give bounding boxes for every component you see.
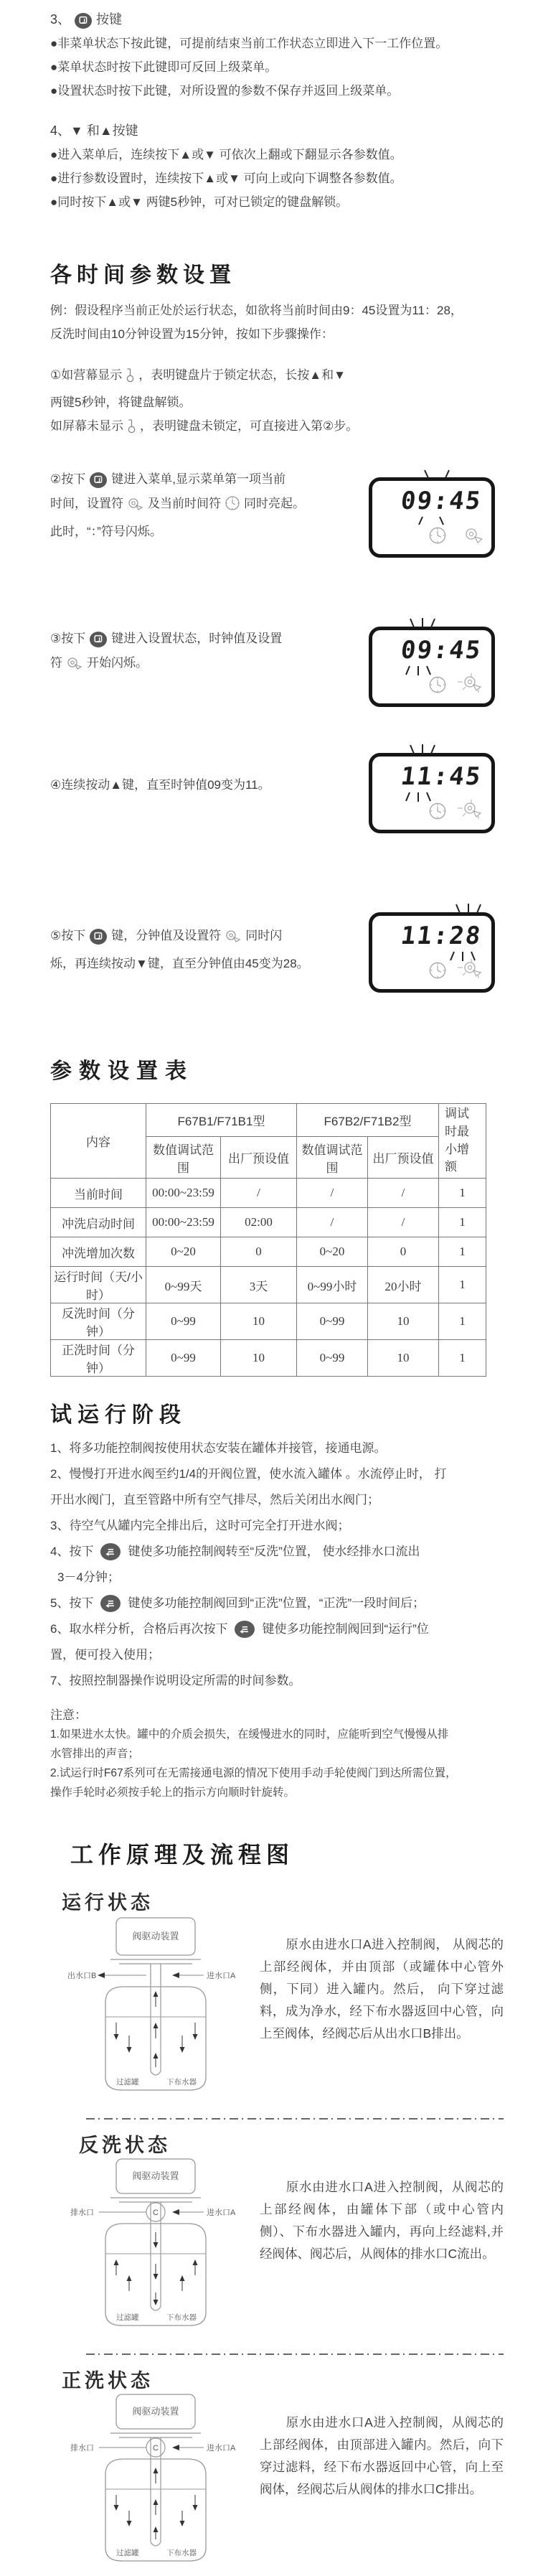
tank-label: 过滤罐 (116, 2549, 139, 2558)
blink-marks (456, 904, 481, 913)
cell: 0~99天 (146, 1267, 221, 1303)
tank-label: 过滤罐 (116, 2078, 139, 2087)
cell: 1 (439, 1237, 486, 1267)
blink-marks (405, 666, 431, 675)
row-name: 运行时间（天/小时） (51, 1267, 146, 1303)
cell: / (368, 1179, 439, 1208)
right-port-label: 进水口A (207, 2444, 236, 2453)
note-line: 操作手轮时必须按手轮上的指示方向顺时针旋转。 (50, 1786, 296, 1799)
key4-bullets (50, 143, 504, 214)
param-table-heading: 参数设置表 (50, 1059, 194, 1083)
cell: 0 (221, 1237, 297, 1267)
state-description: 原水由进水口A进入控制阀， 从阀芯的上部经阀体，并由顶部（或罐体中心管外侧，下同）进入罐内。然后， 向下穿过滤料，成为净水，经下布水器返回中心管，向上至阀体，经阀芯后从出水口B排出。 (260, 1937, 504, 2041)
trial-item: 3、待空气从罐内完全排出后，这时可完全打开进水阀； (50, 1519, 350, 1532)
lcd-display-3 (369, 753, 495, 833)
state-backwash-row (50, 2158, 504, 2341)
row-name: 冲洗启动时间 (51, 1208, 146, 1237)
intro-line1: 例：假设程序当前正处於运行状态，如欲将当前时间由9：45设置为11：28， (50, 304, 463, 317)
state-description: 原水由进水口A进入控制阀，从阀芯的上部经阀体，由顶部进入罐内。然后，向下穿过滤料，经下布水器返回中心管，向上至阀体，经阀芯后从阀体的排水口C排出。 (260, 2415, 504, 2497)
driver-label: 阀驱动装置 (132, 2406, 179, 2417)
distributor-label: 下布水器 (166, 2549, 197, 2558)
cell: 0~20 (146, 1237, 221, 1267)
blink-marks (410, 744, 435, 754)
cell: 0~99 (297, 1303, 368, 1340)
trial-text: 键使多功能控制阀回到“正洗”位置，“正洗”一段时间后； (128, 1596, 425, 1610)
step5 (50, 924, 366, 976)
lcd-time: 11:28 (399, 922, 483, 950)
lcd-status-icons (372, 802, 491, 824)
step3-text: ③按下 (50, 632, 86, 645)
step4 (50, 773, 366, 797)
blink-marks (410, 618, 435, 627)
col-header-range-1: 数值调试范围 (146, 1137, 221, 1179)
tank-label: 过滤罐 (116, 2313, 139, 2323)
cell: 0~99小时 (297, 1267, 368, 1303)
state-description: 原水由进水口A进入控制阀，从阀芯的上部经阀体，由罐体下部（或中心管内侧）、下布水器进入罐内，再向上经滤料,并经阀体、阀芯后，从阀体的排水口C流出。 (260, 2180, 504, 2262)
step2-text: ②按下 (50, 472, 86, 486)
table-row (51, 1237, 486, 1267)
menu-key-icon (90, 472, 107, 488)
skip-key-icon (235, 1621, 255, 1638)
setting-symbol-icon (463, 526, 484, 548)
bullet: ●进入菜单后，连续按下▲或▼ 可依次上翻或下翻显示各参数值。 (50, 148, 402, 161)
cell: 1 (439, 1208, 486, 1237)
cell: / (221, 1179, 297, 1208)
cell: 1 (439, 1303, 486, 1340)
cell: 00:00~23:59 (146, 1179, 221, 1208)
step2-text: 及当前时间符 (148, 497, 221, 510)
keylock-icon (127, 418, 136, 441)
drain-c-label: C (153, 2209, 159, 2218)
trial-list (50, 1435, 504, 1694)
step3 (50, 627, 366, 679)
step3-text: 开始闪烁。 (87, 656, 148, 670)
cell: 00:00~23:59 (146, 1208, 221, 1237)
blink-marks (418, 517, 444, 526)
setting-symbol-flashing-icon (457, 673, 484, 698)
note-line: 水管排出的声音； (50, 1748, 140, 1760)
cell: / (368, 1208, 439, 1237)
trial-item: 7、按照控制器操作说明设定所需的时间参数。 (50, 1674, 301, 1687)
skip-key-icon (100, 1595, 121, 1612)
bullet: ●菜单状态时按下此键即可反回上级菜单。 (50, 60, 278, 74)
step2 (50, 467, 366, 544)
step4-text: ④连续按动▲键，直至时钟值09变为11。 (50, 778, 270, 792)
distributor-label: 下布水器 (166, 2078, 197, 2087)
step3-text: 符 (50, 656, 62, 670)
cell: / (297, 1179, 368, 1208)
distributor-label: 下布水器 (166, 2313, 197, 2323)
lcd-time: 09:45 (399, 636, 483, 665)
trial-item (50, 1539, 504, 1565)
col-group-f67b1: F67B1/F71B1型 (146, 1104, 297, 1137)
trial-text: 6、取水样分析，合格后再次按下 (50, 1622, 228, 1636)
trial-text: 键使多功能控制阀转至“反洗”位置， 使水经排水口流出 (128, 1545, 420, 1558)
setting-symbol-icon (127, 495, 144, 520)
flow-diagram-backwash (66, 2158, 260, 2341)
flow-diagram-rinse (66, 2393, 260, 2576)
trial-item: 置，便可投入使用； (50, 1648, 160, 1662)
bullet: ●非菜单状态下按此键，可提前结束当前工作状态立即进入下一工作位置。 (50, 37, 448, 50)
row-name: 反洗时间（分钟） (51, 1303, 146, 1340)
cell: 0~99 (146, 1340, 221, 1377)
step1-text: 如屏幕未显示 (50, 419, 123, 433)
trial-text: 4、按下 (50, 1545, 94, 1558)
step5-text: ⑤按下 (50, 929, 86, 942)
left-port-label: 排水口 (70, 2444, 94, 2453)
table-row (51, 1340, 486, 1377)
setting-symbol-icon (225, 927, 242, 952)
inflow-arrow (172, 1972, 179, 1978)
trial-item (50, 1616, 504, 1642)
menu-key-icon (90, 929, 107, 945)
trial-text: 键使多功能控制阀回到“运行”位 (262, 1622, 429, 1636)
step3-text: 键进入设置状态，时钟值及设置 (111, 632, 283, 645)
lcd-display-1 (369, 477, 495, 558)
table-row (51, 1303, 486, 1340)
inflow-arrow (172, 2445, 179, 2450)
principle-heading: 工作原理及流程图 (70, 1842, 295, 1868)
key3-bullets (50, 32, 504, 103)
cell: 10 (368, 1340, 439, 1377)
driver-label: 阀驱动装置 (132, 1931, 179, 1942)
col-header-min-step: 调试时最小增额 (439, 1104, 486, 1179)
step1-text: ，表明键盘未锁定，可直接进入第②步。 (140, 419, 359, 433)
blink-marks (424, 469, 450, 478)
inflow-arrow (172, 2209, 179, 2215)
table-row (51, 1179, 486, 1208)
driver-label: 阀驱动装置 (132, 2170, 179, 2182)
clock-icon (428, 802, 447, 824)
lcd-status-icons (372, 962, 491, 983)
trial-item: 1、将多功能控制阀按使用状态安装在罐体并接管，接通电源。 (50, 1441, 387, 1455)
step5-text: 烁，再连续按动▼键，直至分钟值由45变为28。 (50, 957, 309, 970)
tube-flow-up-arrows (154, 1991, 159, 2067)
skip-key-icon (100, 1543, 121, 1560)
cell: 20小时 (368, 1267, 439, 1303)
trial-item: 开出水阀门，直至管路中所有空气排尽，然后关闭出水阀门； (50, 1493, 379, 1507)
step2-text: 键进入菜单,显示菜单第一项当前 (111, 472, 285, 486)
right-port-label: 进水口A (207, 2209, 236, 2218)
row-name: 冲洗增加次数 (51, 1237, 146, 1267)
cell: 1 (439, 1267, 486, 1303)
col-header-default-2: 出厂预设值 (368, 1137, 439, 1179)
clock-icon (428, 526, 447, 548)
cell: 3天 (221, 1267, 297, 1303)
cell: 0~20 (297, 1237, 368, 1267)
cell: 02:00 (221, 1208, 297, 1237)
col-header-default-1: 出厂预设值 (221, 1137, 297, 1179)
step1-text: ，表明键盘片于锁定状态，长按▲和▼ (138, 368, 346, 382)
step2-text: 时间，设置符 (50, 497, 123, 510)
state-title-backwash: 反洗状态 (79, 2135, 171, 2157)
dashdot-divider (86, 2118, 504, 2120)
intro-line2: 反洗时间由10分钟设置为15分钟，按如下步骤操作： (50, 327, 334, 341)
note-line: 1.如果进水太快。罐中的介质会损失，在缓慢进水的同时，应能听到空气慢慢从排 (50, 1728, 449, 1741)
section-key4-title: 4、▼ 和▲按键 (50, 123, 138, 138)
state-run-row (50, 1915, 504, 2105)
cell: 10 (368, 1303, 439, 1340)
time-settings-heading: 各时间参数设置 (50, 263, 236, 287)
trial-item: 3－4分钟； (57, 1570, 120, 1584)
table-row (51, 1208, 486, 1237)
clock-icon (428, 961, 447, 983)
row-name: 当前时间 (51, 1179, 146, 1208)
menu-key-icon (90, 632, 107, 647)
step5-text: 键，分钟值及设置符 (111, 929, 222, 942)
row-name: 正洗时间（分钟） (51, 1340, 146, 1377)
key3-prefix: 3、 (50, 12, 71, 27)
notes (50, 1705, 504, 1802)
note-line: 2.试运行时F67系列可在无需接通电源的情况下使用手动手轮使阀门到达所需位置， (50, 1767, 457, 1779)
cell: 1 (439, 1340, 486, 1377)
step3-row (50, 627, 504, 707)
step1-text: ①如营幕显示 (50, 368, 123, 382)
cell: 10 (221, 1303, 297, 1340)
lcd-display-2 (369, 627, 495, 707)
lcd-display-4 (369, 912, 495, 993)
cell: 1 (439, 1179, 486, 1208)
step1 (50, 363, 504, 441)
trial-text: 5、按下 (50, 1596, 94, 1610)
bullet: ●设置状态时按下此键，对所设置的参数不保存并返回上级菜单。 (50, 84, 400, 98)
bullet: ●进行参数设置时，连续按下▲或▼ 可向上或向下调整各参数值。 (50, 172, 402, 185)
keylock-icon (126, 367, 135, 390)
state-rinse-text (260, 2412, 504, 2501)
trial-heading: 试运行阶段 (50, 1403, 187, 1427)
dashdot-divider (86, 2353, 504, 2355)
cell: 0~99 (146, 1303, 221, 1340)
state-title-rinse: 正洗状态 (62, 2370, 154, 2392)
note-title: 注意： (50, 1708, 87, 1722)
cell: 0 (368, 1237, 439, 1267)
clock-icon (225, 495, 240, 520)
lcd-time: 11:45 (399, 762, 483, 791)
step2-text: 此时，“：”符号闪烁。 (50, 525, 162, 538)
flow-diagram-run (66, 1915, 260, 2105)
parameter-table (50, 1103, 486, 1377)
key3-suffix: 按键 (96, 12, 123, 27)
table-row (51, 1267, 486, 1303)
outflow-arrow (98, 1972, 105, 1978)
bullet: ●同时按下▲或▼ 两键5秒钟，可对已锁定的键盘解锁。 (50, 195, 349, 209)
state-title-run: 运行状态 (62, 1892, 154, 1914)
setting-symbol-flashing-icon (457, 799, 484, 824)
lcd-time: 09:45 (399, 487, 483, 515)
menu-key-icon (75, 13, 92, 29)
step2-row (50, 467, 504, 558)
setting-symbol-icon (66, 655, 83, 679)
tube-flow-up-arrows (154, 2468, 159, 2539)
lcd-status-icons (372, 676, 491, 698)
blink-marks (405, 792, 431, 802)
lcd-status-icons (372, 527, 491, 548)
step1-text: 两键5秒钟，将键盘解锁。 (50, 395, 192, 409)
state-rinse-row (50, 2393, 504, 2576)
cell: 10 (221, 1340, 297, 1377)
col-group-f67b2: F67B2/F71B2型 (297, 1104, 439, 1137)
trial-item (50, 1591, 504, 1616)
col-header-content: 内容 (51, 1104, 146, 1179)
right-port-label: 进水口A (207, 1972, 236, 1981)
step5-text: 同时闪 (245, 929, 283, 942)
step5-row (50, 912, 504, 993)
tube-flow-down-arrows (154, 2232, 159, 2305)
state-run-text (260, 1934, 504, 2045)
drain-c-label: C (153, 2444, 159, 2453)
cell: 0~99 (297, 1340, 368, 1377)
left-port-label: 出水口B (67, 1972, 97, 1981)
col-header-range-2: 数值调试范围 (297, 1137, 368, 1179)
setting-symbol-flashing-icon (457, 958, 484, 983)
step2-text: 同时亮起。 (244, 497, 305, 510)
left-port-label: 排水口 (70, 2209, 94, 2218)
clock-icon (428, 675, 447, 698)
section-key3-title (50, 7, 504, 32)
state-backwash-text (260, 2176, 504, 2265)
trial-item: 2、慢慢打开进水阀至约1/4的开阀位置，使水流入罐体 。水流停止时， 打 (50, 1467, 447, 1481)
cell: / (297, 1208, 368, 1237)
step4-row (50, 753, 504, 833)
